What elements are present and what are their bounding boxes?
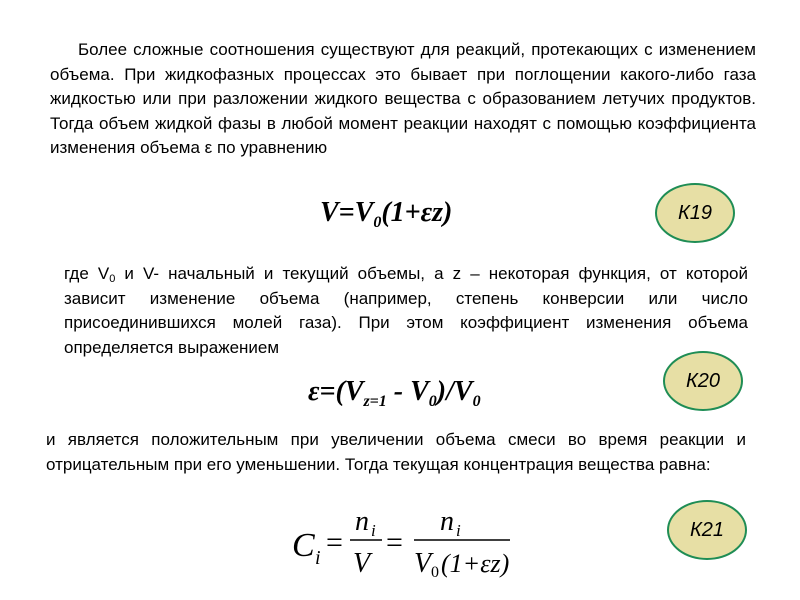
equation-volume	[320, 197, 452, 229]
eq2-part-c: )/V	[436, 376, 473, 407]
eq3-den2-paren: (1+εz)	[441, 549, 510, 578]
eq3-equals-2: =	[386, 526, 403, 559]
eq2-part-b: - V	[386, 376, 429, 407]
eq2-sub-b: 0	[428, 393, 437, 410]
eq3-C: C	[292, 527, 315, 564]
eq3-den2-V: V	[414, 548, 432, 579]
badge-k21: К21	[667, 500, 747, 560]
eq1-subscript: 0	[373, 214, 382, 231]
p2-rest: и V- начальный и текущий объемы, а z – некоторая функция, от которой зависит изменение объема (например, степень конверсии или число присоединившихся молей газа). При этом коэффициент изменения объема определяется выражением	[64, 264, 748, 357]
eq2-part-a: ε=(V	[308, 376, 364, 407]
paragraph-intro: Более сложные соотношения существуют для реакций, протекающих с изменением объема. При жидкофазных процессах это бывает при поглощении какого-либо газа жидкостью или при разложении жидкого вещества с образованием летучих продуктов. Тогда объем жидкой фазы в любой момент реакции находят с помощью коэффициента изменения объема ε по уравнению	[50, 40, 756, 157]
eq3-den2-sub: 0	[431, 564, 439, 580]
p2-start: где V	[64, 264, 110, 283]
eq3-num1-sub: i	[371, 521, 376, 540]
eq3-den1-V: V	[353, 548, 371, 579]
eq3-equals-1: =	[326, 526, 343, 559]
equation-concentration	[290, 496, 520, 580]
eq3-C-sub: i	[315, 547, 321, 569]
paragraph-conclusion: и является положительным при увеличении объема смеси во время реакции и отрицательным при его уменьшении. Тогда текущая концентрация вещества равна:	[46, 430, 746, 474]
eq2-sub-c: 0	[472, 393, 481, 410]
eq3-num2-sub: i	[456, 521, 461, 540]
eq1-tail: (1+εz)	[381, 197, 453, 228]
eq3-num2-n: n	[440, 506, 454, 537]
eq3-num1-n: n	[355, 506, 369, 537]
equation-epsilon	[308, 376, 481, 408]
p2-subscript: 0	[109, 273, 116, 285]
badge-k20: К20	[663, 351, 743, 411]
eq2-sub-a: z=1	[363, 393, 387, 410]
badge-k19: К19	[655, 183, 735, 243]
eq1-main: V=V	[320, 197, 374, 228]
paragraph-definitions	[64, 262, 748, 360]
